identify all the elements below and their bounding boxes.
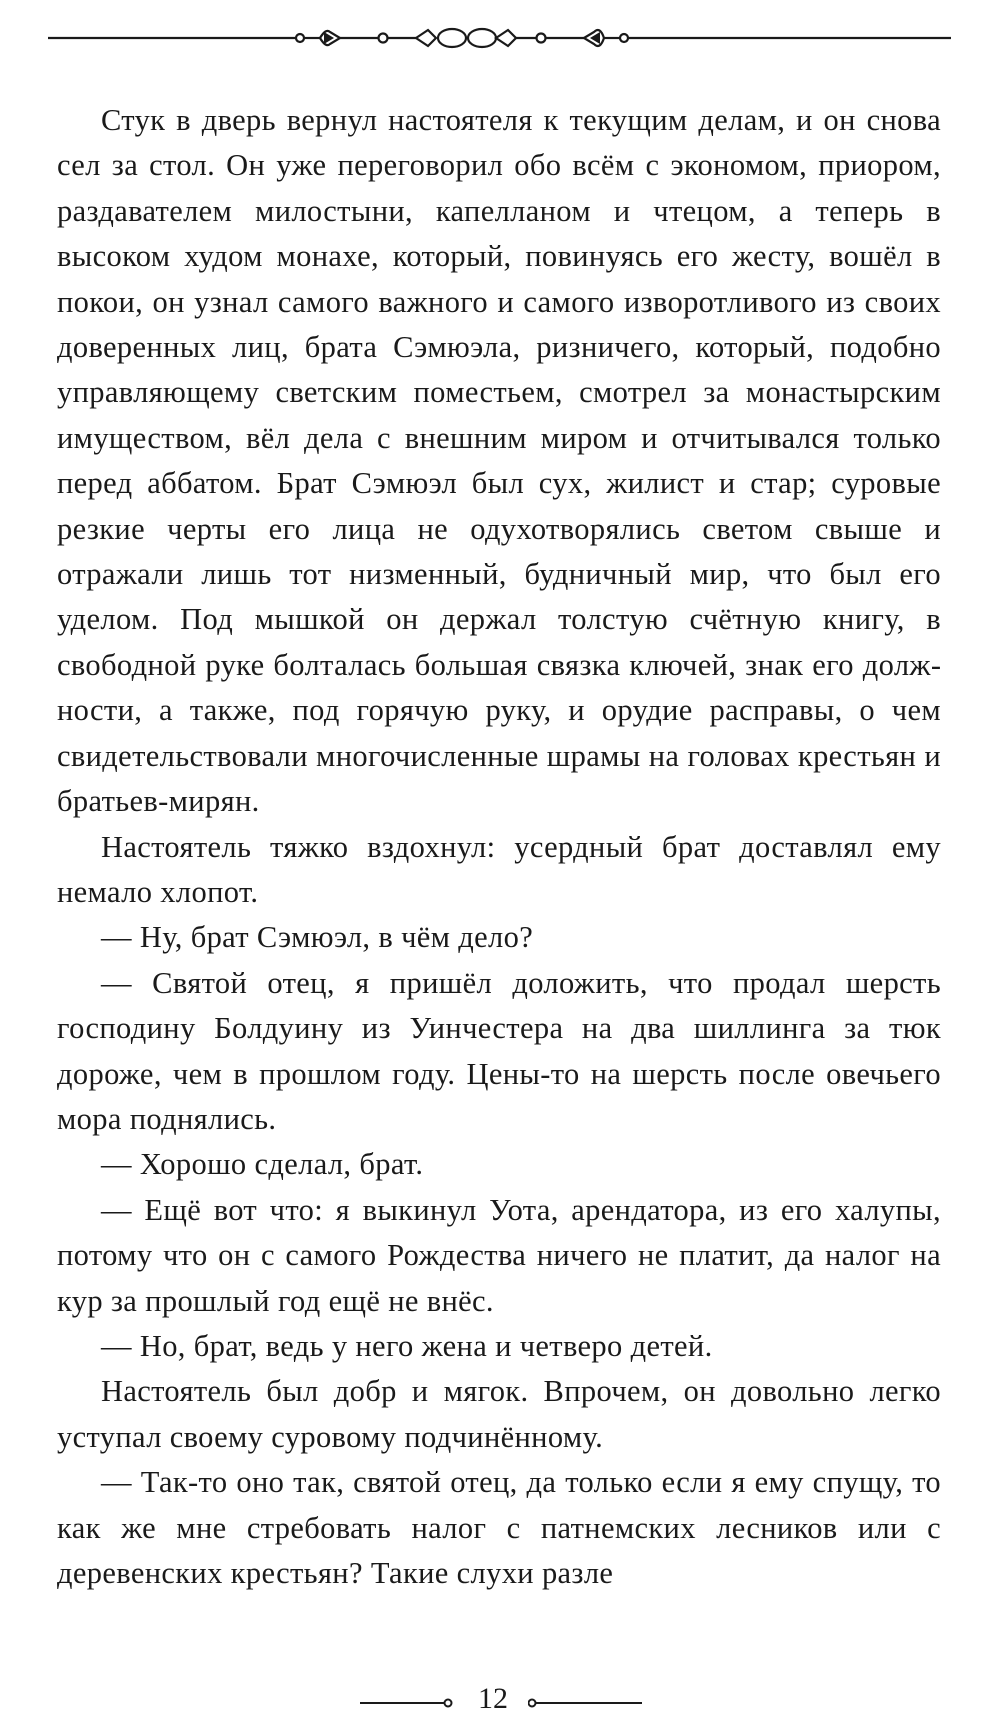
page-number: 12 xyxy=(458,1679,528,1719)
paragraph-7: — Но, брат, ведь у него жена и четверо детей. xyxy=(101,1328,713,1363)
body-text xyxy=(57,98,941,1596)
paragraph-8: Настоятель был добр и мягок. Впрочем, он довольно легко уступал своему суровому подчинённому. xyxy=(57,1374,941,1454)
top-ornament xyxy=(48,18,951,58)
paragraph-5: — Хорошо сделал, брат. xyxy=(101,1147,424,1182)
paragraph-6: — Ещё вот что: я выкинул Уота, арендатора, из его халупы, потому что он с самого Рождества ничего не платит, да налог на кур за прошлый год ещё не внёс. xyxy=(57,1192,941,1318)
paragraph-2: Настоятель тяжко вздохнул: усердный брат доставлял ему немало хлопот. xyxy=(57,829,941,909)
paragraph-1: Стук в дверь вернул настоятеля к текущим делам, и он снова сел за стол. Он уже переговорил обо всём с экономом, приором, раздавателем милостыни, капелланом и чтецом, а теперь в высоком худом монахе, который, повинуясь его жесту, вошёл в покои, он узнал самого важного и самого изворотливого из своих доверенных лиц, брата Сэмюэла, ризничего, который, подобно управляющему светским поместьем, смотрел за монастырским имуществом, вёл дела с внешним миром и отчитывался только перед аббатом. Брат Сэмюэл был сух, жилист и стар; суровые резкие черты его лица не одухотворялись светом свыше и отражали лишь тот низменный, будничный мир, что был его уделом. Под мышкой он держал толстую счётную книгу, в свободной руке болталась большая связка ключей, знак его должности, а также, под горячую руку, и орудие расправы, о чем свидетельствовали многочисленные шрамы на головах крестьян и братьев-мирян. xyxy=(57,103,941,819)
paragraph-3: — Ну, брат Сэмюэл, в чём дело? xyxy=(101,920,534,955)
paragraph-9: — Так-то оно так, святой отец, да только если я ему спущу, то как же мне стребовать налог с патнемских лесников или с деревенских крестьян? Такие слухи разле xyxy=(57,1465,941,1590)
paragraph-4: — Святой отец, я пришёл доложить, что продал шерсть господину Болдуину из Уинчестера на два шиллинга за тюк дороже, чем в прошлом году. Цены-то на шерсть после овечьего мора поднялись. xyxy=(57,965,941,1136)
